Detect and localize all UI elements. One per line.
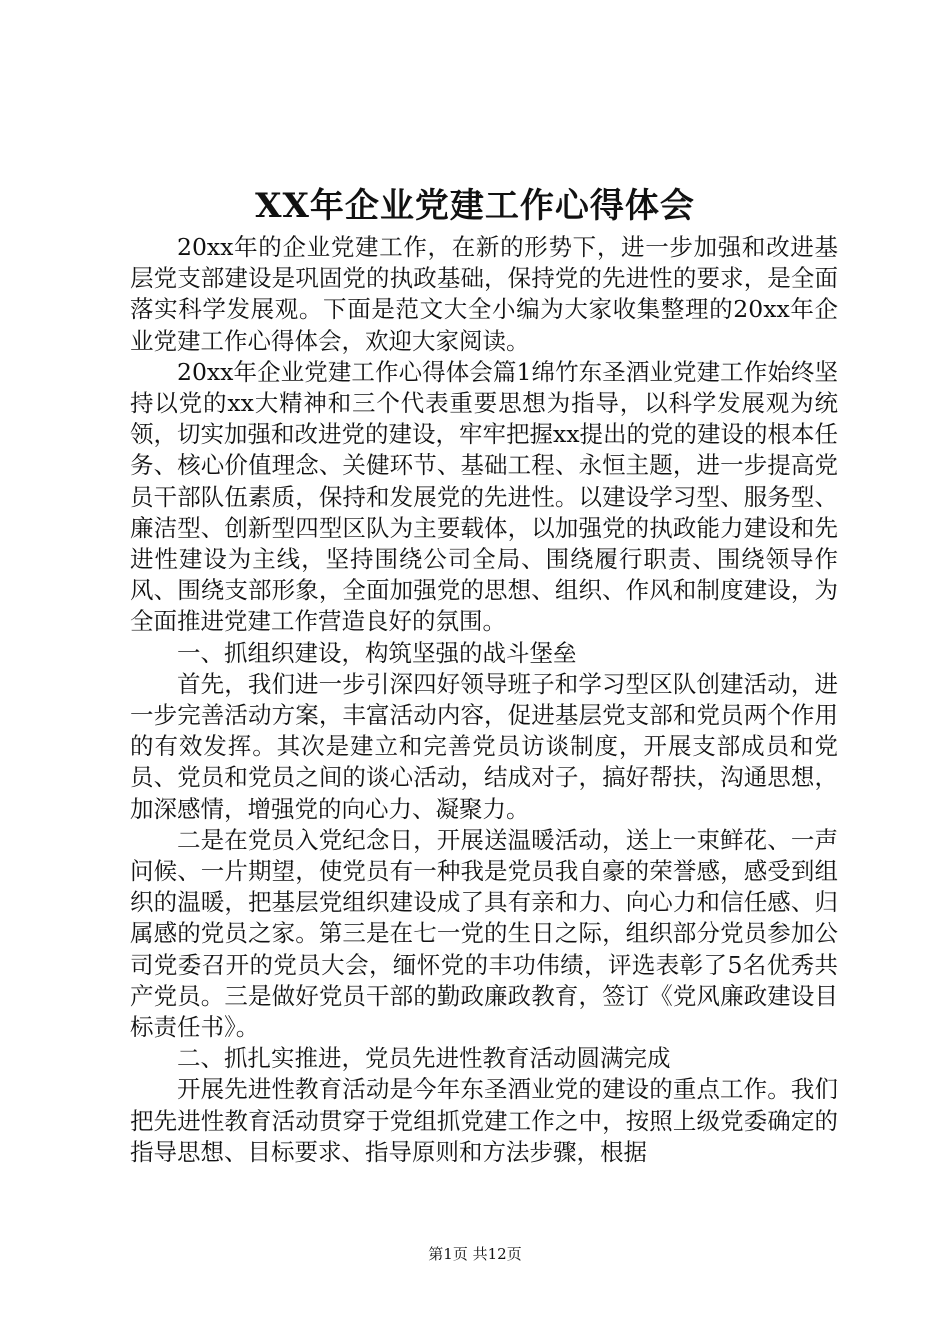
section-heading-1: 一、抓组织建设，构筑坚强的战斗堡垒 bbox=[177, 638, 577, 667]
paragraph-intro: 20xx年的企业党建工作，在新的形势下，进一步加强和改进基层党支部建设是巩固党的执政基础，保持党的先进性的要求，是全面落实科学发展观。下面是范文大全小编为大家收集整理的20xx年企业党建工作心得体会，欢迎大家阅读。 bbox=[130, 233, 838, 355]
paragraph-section-1-a: 首先，我们进一步引深四好领导班子和学习型区队创建活动，进一步完善活动方案，丰富活动内容，促进基层党支部和党员两个作用的有效发挥。其次是建立和完善党员访谈制度，开展支部成员和党员、党员和党员之间的谈心活动，结成对子，搞好帮扶，沟通思想，加深感情，增强党的向心力、凝聚力。 bbox=[130, 669, 838, 823]
paragraph-section-2-a: 开展先进性教育活动是今年东圣酒业党的建设的重点工作。我们把先进性教育活动贯穿于党组抓党建工作之中，按照上级党委确定的指导思想、目标要求、指导原则和方法步骤，根据 bbox=[130, 1075, 838, 1166]
paragraph-article-1: 20xx年企业党建工作心得体会篇1绵竹东圣酒业党建工作始终坚持以党的xx大精神和三个代表重要思想为指导，以科学发展观为统领，切实加强和改进党的建设，牢牢把握xx提出的党的建设的根本任务、核心价值理念、关健环节、基础工程、永恒主题，进一步提高党员干部队伍素质，保持和发展党的先进性。以建设学习型、服务型、廉洁型、创新型四型区队为主要载体，以加强党的执政能力建设和先进性建设为主线，坚持围绕公司全局、围绕履行职责、围绕领导作风、围绕支部形象，全面加强党的思想、组织、作风和制度建设，为全面推进党建工作营造良好的氛围。 bbox=[130, 357, 839, 636]
document-body bbox=[130, 232, 838, 1168]
paragraph-section-1-b: 二是在党员入党纪念日，开展送温暖活动，送上一束鲜花、一声问候、一片期望，使党员有一种我是党员我自豪的荣誉感，感受到组织的温暖，把基层党组织建设成了具有亲和力、向心力和信任感、归属感的党员之家。第三是在七一党的生日之际，组织部分党员参加公司党委召开的党员大会，缅怀党的丰功伟绩，评选表彰了5名优秀共产党员。三是做好党员干部的勤政廉政教育，签订《党风廉政建设目标责任书》。 bbox=[130, 825, 838, 1042]
document-title: XX年企业党建工作心得体会 bbox=[255, 186, 695, 226]
page-footer: 第1页 共12页 bbox=[428, 1245, 522, 1263]
section-heading-2: 二、抓扎实推进，党员先进性教育活动圆满完成 bbox=[177, 1044, 671, 1073]
